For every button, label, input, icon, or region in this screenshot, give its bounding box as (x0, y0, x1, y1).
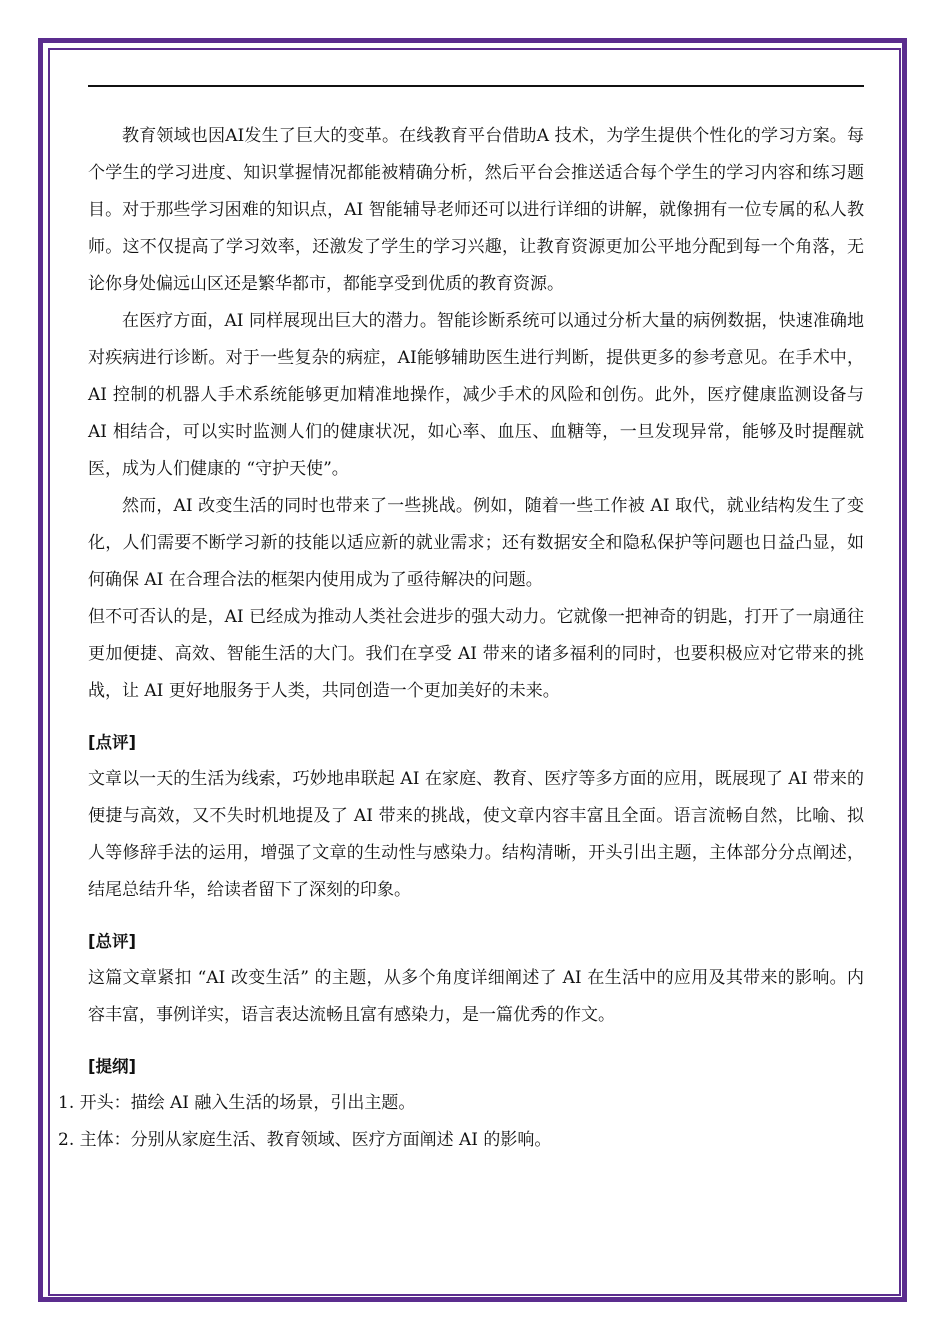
paragraph-education: 教育领域也因AI发生了巨大的变革。在线教育平台借助A 技术，为学生提供个性化的学习方案。每个学生的学习进度、知识掌握情况都能被精确分析，然后平台会推送适合每个学生的学习内容和练习题目。对于那些学习困难的知识点，AI 智能辅导老师还可以进行详细的讲解，就像拥有一位专属的私人教师。这不仅提高了学习效率，还激发了学生的学习兴趣，让教育资源更加公平地分配到每一个角落，无论你身处偏远山区还是繁华都市，都能享受到优质的教育资源。 (88, 126, 864, 294)
review-heading: [点评] (88, 733, 137, 752)
paragraph-challenges: 然而，AI 改变生活的同时也带来了一些挑战。例如，随着一些工作被 AI 取代，就业结构发生了变化，人们需要不断学习新的技能以适应新的就业需求；还有数据安全和隐私保护等问题也日益凸显，如何确保 AI 在合理合法的框架内使用成为了亟待解决的问题。 (88, 496, 864, 590)
outline-heading: [提纲] (88, 1057, 137, 1076)
outline-item: 2. 主体：分别从家庭生活、教育领域、医疗方面阐述 AI 的影响。 (58, 1130, 552, 1150)
outline-item: 1. 开头：描绘 AI 融入生活的场景，引出主题。 (58, 1093, 416, 1113)
outline-list (58, 1085, 864, 1159)
summary-heading: [总评] (88, 932, 137, 951)
review-text: 文章以一天的生活为线索，巧妙地串联起 AI 在家庭、教育、医疗等多方面的应用，既展现了 AI 带来的便捷与高效，又不失时机地提及了 AI 带来的挑战，使文章内容丰富且全面。语言流畅自然，比喻、拟人等修辞手法的运用，增强了文章的生动性与感染力。结构清晰，开头引出主题，主体部分分点阐述，结尾总结升华，给读者留下了深刻的印象。 (88, 769, 864, 900)
summary-text: 这篇文章紧扣 “AI 改变生活” 的主题，从多个角度详细阐述了 AI 在生活中的应用及其带来的影响。内容丰富，事例详实，语言表达流畅且富有感染力，是一篇优秀的作文。 (88, 968, 864, 1025)
paragraph-medical: 在医疗方面，AI 同样展现出巨大的潜力。智能诊断系统可以通过分析大量的病例数据，快速准确地对疾病进行诊断。对于一些复杂的病症，AI能够辅助医生进行判断，提供更多的参考意见。在手术中，AI 控制的机器人手术系统能够更加精准地操作，减少手术的风险和创伤。此外，医疗健康监测设备与 AI 相结合，可以实时监测人们的健康状况，如心率、血压、血糖等，一旦发现异常，能够及时提醒就医，成为人们健康的 “守护天使”。 (88, 311, 864, 479)
paragraph-closing: 但不可否认的是，AI 已经成为推动人类社会进步的强大动力。它就像一把神奇的钥匙，打开了一扇通往更加便捷、高效、智能生活的大门。我们在享受 AI 带来的诸多福利的同时，也要积极应对它带来的挑战，让 AI 更好地服务于人类，共同创造一个更加美好的未来。 (88, 607, 864, 701)
header-rule (88, 85, 864, 87)
document-body (58, 118, 864, 1159)
